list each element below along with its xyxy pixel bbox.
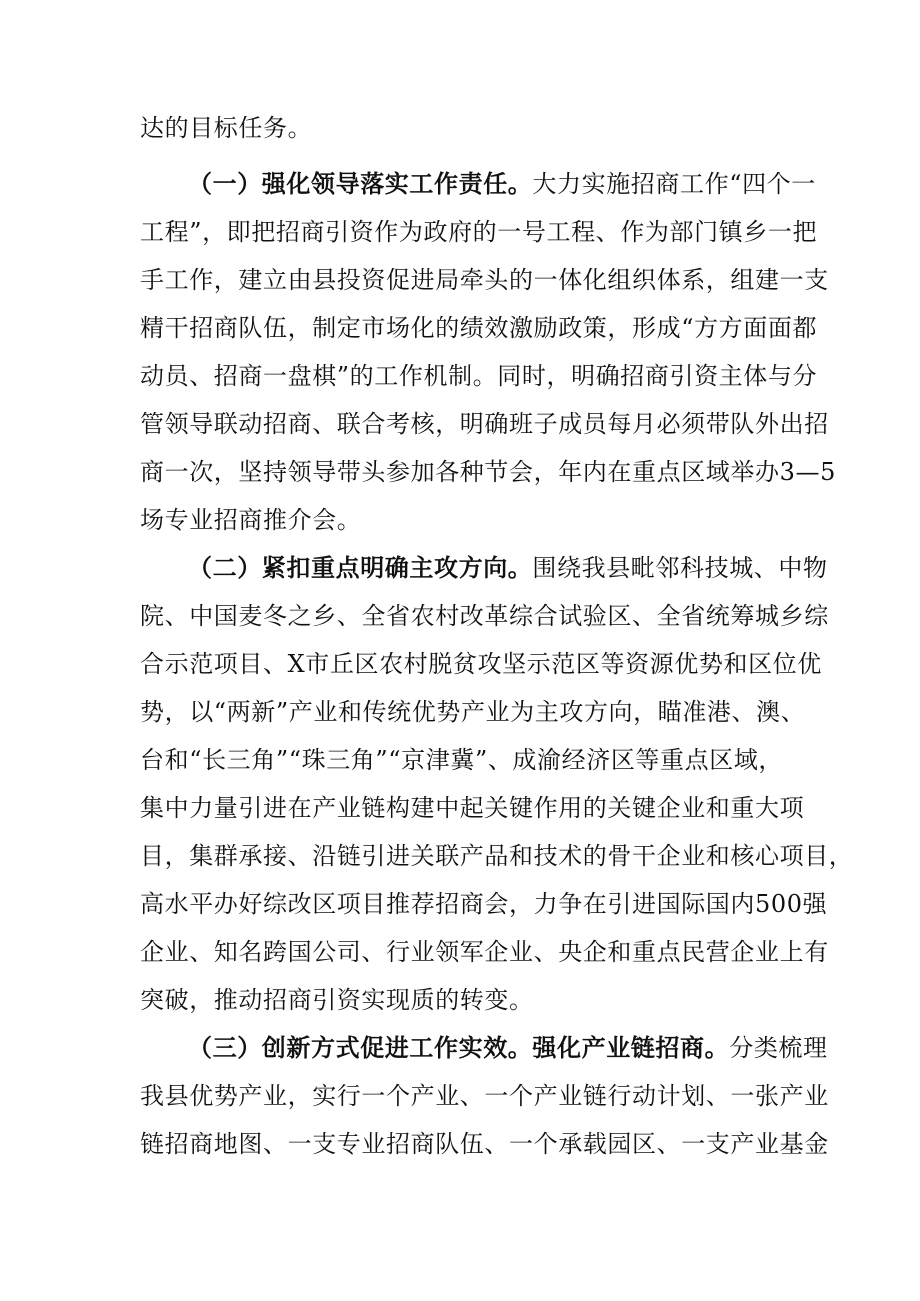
paragraph-line: 台和“长三角”“珠三角”“京津冀”、成渝经济区等重点区域， [140, 746, 784, 774]
paragraph-line: 势，以“两新”产业和传统优势产业为主攻方向，瞄准港、澳、 [140, 698, 806, 726]
paragraph-line: 突破，推动招商引资实现质的转变。 [140, 986, 534, 1014]
paragraph-line: 高水平办好综改区项目推荐招商会，力争在引进国际国内500强 [140, 890, 828, 918]
paragraph-line: 企业、知名跨国公司、行业领军企业、央企和重点民营企业上有 [140, 938, 829, 966]
paragraph-line: 合示范项目、X市丘区农村脱贫攻坚示范区等资源优势和区位优 [140, 650, 822, 678]
paragraph-line: 我县优势产业，实行一个产业、一个产业链行动计划、一张产业 [140, 1082, 829, 1110]
section1-text: 大力实施招商工作“四个一 [532, 170, 816, 198]
paragraph-line: 工程”，即把招商引资作为政府的一号工程、作为部门镇乡一把 [140, 218, 818, 246]
paragraph-line: 管领导联动招商、联合考核，明确班子成员每月必须带队外出招 [140, 410, 829, 438]
section3-heading: （三）创新方式促进工作实效。 [188, 1033, 533, 1062]
paragraph-line: 院、中国麦冬之乡、全省农村改革综合试验区、全省统筹城乡综 [140, 602, 829, 630]
section3-first-line [188, 1024, 828, 1072]
paragraph-line: 集中力量引进在产业链构建中起关键作用的关键企业和重大项 [140, 794, 805, 822]
paragraph-line: 场专业招商推介会。 [140, 506, 362, 534]
section3-text: 分类梳理 [729, 1034, 828, 1062]
paragraph-line: 精干招商队伍，制定市场化的绩效激励政策，形成“方方面面都 [140, 314, 818, 342]
section2-first-line [188, 544, 828, 592]
section1-heading: （一）强化领导落实工作责任。 [188, 169, 533, 198]
paragraph-line: 手工作，建立由县投资促进局牵头的一体化组织体系，组建一支 [140, 266, 829, 294]
paragraph-line: 商一次，坚持领导带头参加各种节会，年内在重点区域举办3—5 [140, 458, 836, 486]
paragraph-line: 动员、招商一盘棋”的工作机制。同时，明确招商引资主体与分 [140, 362, 818, 390]
section2-text: 围绕我县毗邻科技城、中物 [532, 554, 828, 582]
paragraph-line: 目，集群承接、沿链引进关联产品和技术的骨干企业和核心项目， [140, 842, 854, 870]
section1-first-line [188, 160, 816, 208]
paragraph-line: 链招商地图、一支专业招商队伍、一个承载园区、一支产业基金 [140, 1130, 829, 1158]
section3-subheading: 强化产业链招商。 [532, 1033, 730, 1062]
paragraph-line: 达的目标任务。 [140, 114, 313, 142]
section2-heading: （二）紧扣重点明确主攻方向。 [188, 553, 533, 582]
